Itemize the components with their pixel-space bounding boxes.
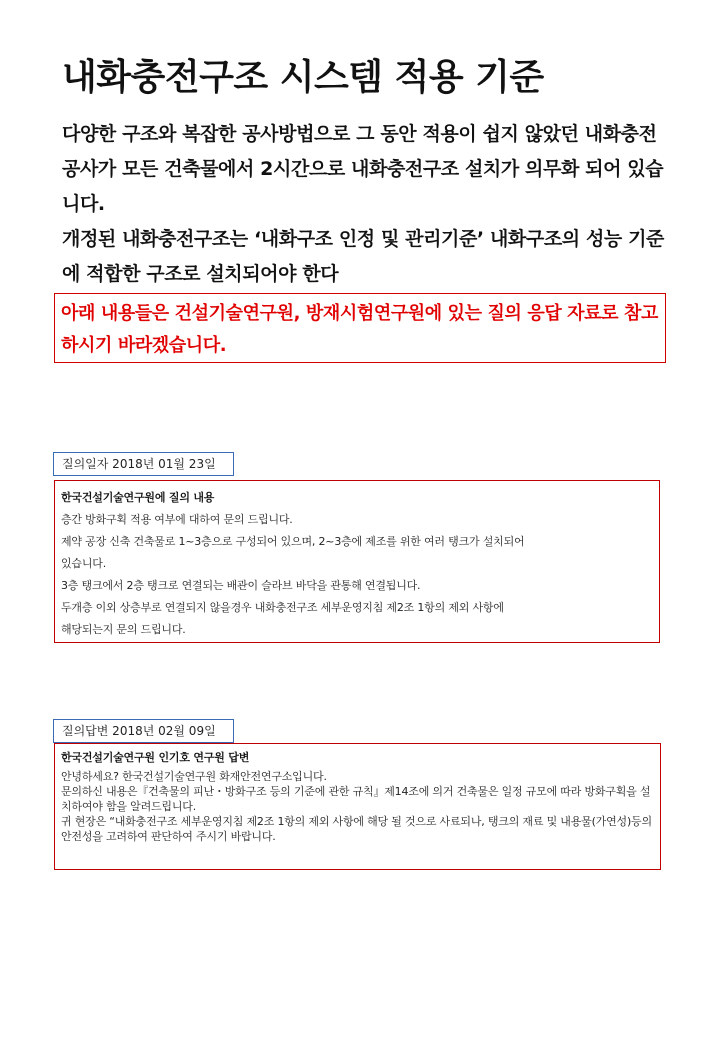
notice-box: 아래 내용들은 건설기술연구원, 방재시험연구원에 있는 질의 응답 자료로 참고하시기 바라겠습니다. — [54, 293, 666, 363]
intro-paragraph-2: 개정된 내화충전구조는 ‘내화구조 인정 및 관리기준’ 내화구조의 성능 기준에 적합한 구조로 설치되어야 한다 — [62, 228, 664, 285]
answer-heading: 한국건설기술연구원 인기호 연구원 답변 — [61, 751, 250, 764]
inquiry-line: 두개층 이외 상층부로 연결되지 않을경우 내화충전구조 세부운영지침 제2조 1항의 제외 사항에 — [61, 601, 504, 614]
answer-date-label: 질의답변 2018년 02월 09일 — [53, 719, 234, 743]
answer-box — [54, 743, 661, 870]
page-title: 내화충전구조 시스템 적용 기준 — [62, 57, 544, 98]
inquiry-date-label: 질의일자 2018년 01월 23일 — [53, 452, 234, 476]
intro-paragraph-1: 다양한 구조와 복잡한 공사방법으로 그 동안 적용이 쉽지 않았던 내화충전공사가 모든 건축물에서 2시간으로 내화충전구조 설치가 의무화 되어 있습니다. — [62, 123, 664, 215]
intro-text — [62, 117, 674, 292]
inquiry-line: 제약 공장 신축 건축물로 1~3층으로 구성되어 있으며, 2~3층에 제조를 위한 여러 탱크가 설치되어 — [61, 535, 525, 548]
inquiry-line: 있습니다. — [61, 557, 107, 570]
inquiry-line: 층간 방화구획 적용 여부에 대하여 문의 드립니다. — [61, 513, 293, 526]
inquiry-line: 해당되는지 문의 드립니다. — [61, 623, 186, 636]
inquiry-line: 3층 탱크에서 2층 탱크로 연결되는 배관이 슬라브 바닥을 관통해 연결됩니다. — [61, 579, 421, 592]
answer-line: 안녕하세요? 한국건설기술연구원 화재안전연구소입니다. — [61, 770, 327, 783]
answer-line: 문의하신 내용은『건축물의 피난・방화구조 등의 기준에 관한 규칙』제14조에 의거 건축물은 일정 규모에 따라 방화구획을 설치하여야 함을 알려드립니다. — [61, 785, 651, 813]
answer-line: 귀 현장은 “내화충전구조 세부운영지침 제2조 1항의 제외 사항에 해당 될 것으로 사료되나, 탱크의 재료 및 내용물(가연성)등의 안전성을 고려하여 판단하여 주시기 바랍니다. — [61, 815, 652, 843]
inquiry-heading: 한국건설기술연구원에 질의 내용 — [61, 491, 215, 504]
inquiry-box — [54, 480, 660, 643]
